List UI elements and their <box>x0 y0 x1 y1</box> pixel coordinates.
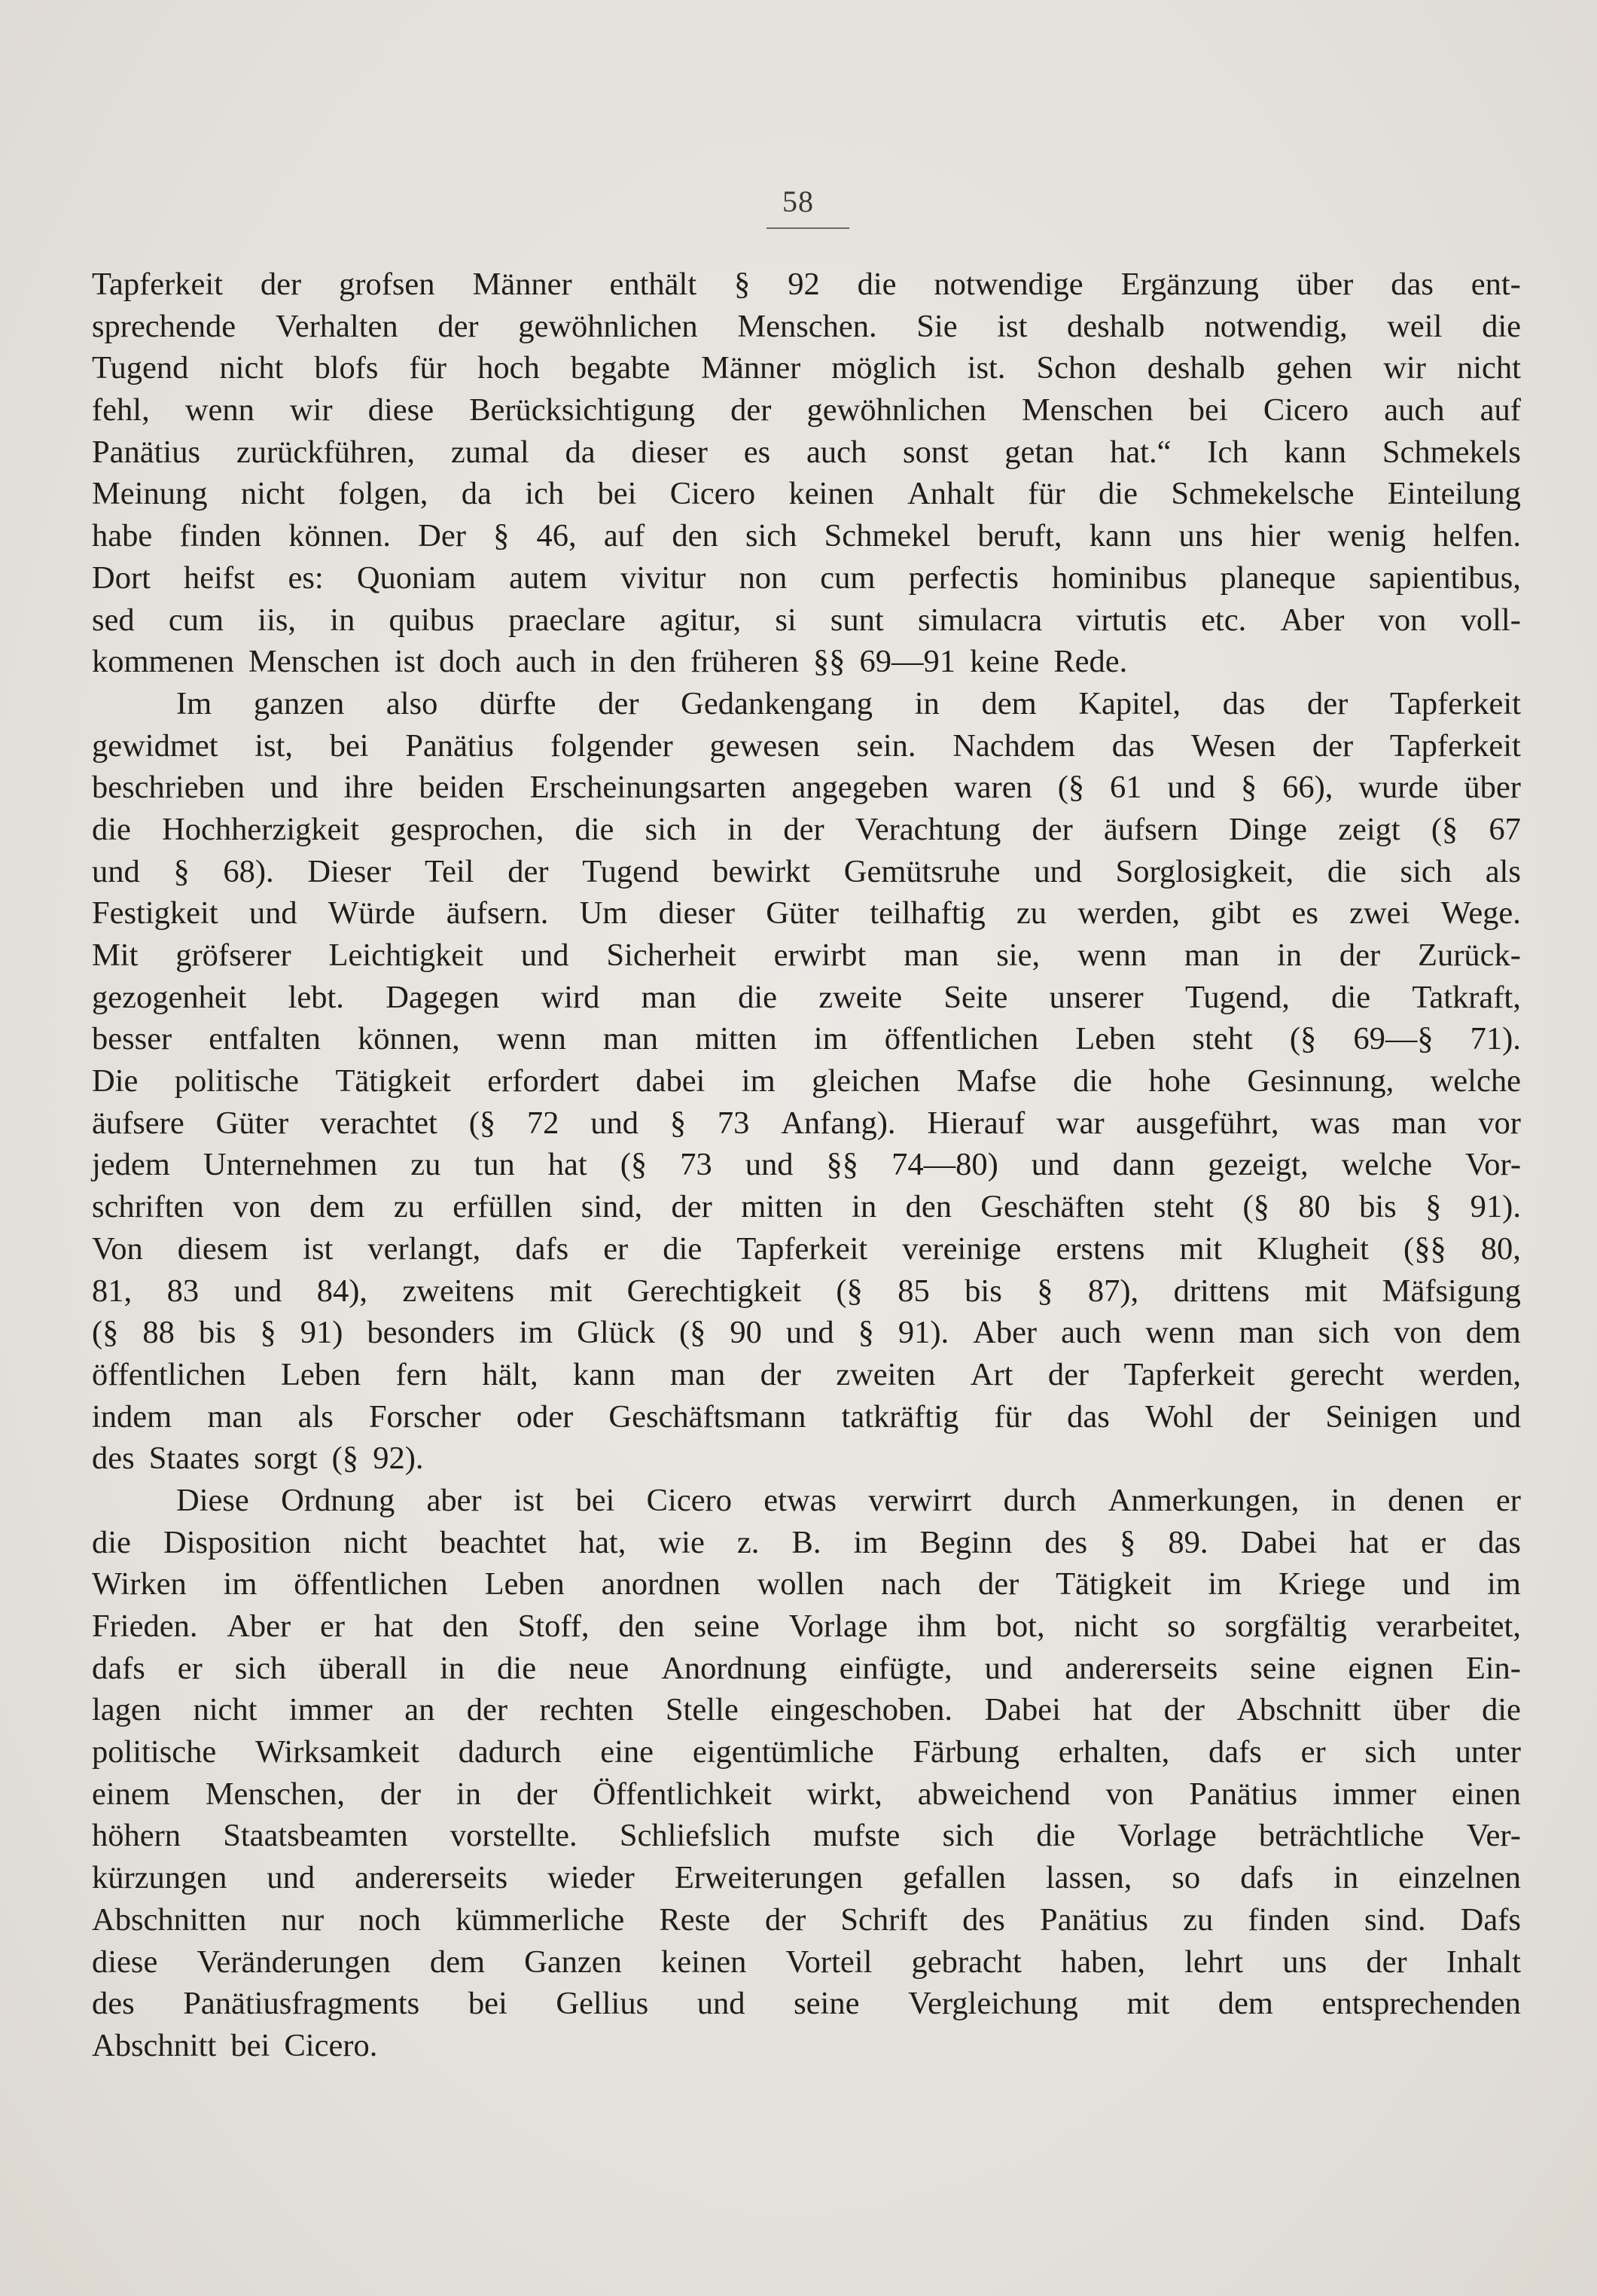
text-line: Dort heifst es: Quoniam autem vivitur non cum perfectis hominibus planeque sapientibus, <box>92 560 1521 596</box>
text-line: Frieden. Aber er hat den Stoff, den seine Vorlage ihm bot, nicht so sorgfältig verarbeitet, <box>92 1608 1521 1644</box>
text-line: des Staates sorgt (§ 92). <box>92 1441 424 1477</box>
text-line: beschrieben und ihre beiden Erscheinungsarten angegeben waren (§ 61 und § 66), wurde über <box>92 770 1521 806</box>
text-line: Abschnitten nur noch kümmerliche Reste der Schrift des Panätius zu finden sind. Dafs <box>92 1901 1521 1938</box>
text-line: Die politische Tätigkeit erfordert dabei im gleichen Mafse die hohe Gesinnung, welche <box>92 1063 1521 1099</box>
text-line: des Panätiusfragments bei Gellius und seine Vergleichung mit dem entsprechenden <box>92 1986 1521 2022</box>
text-line: kommenen Menschen ist doch auch in den früheren §§ 69—91 keine Rede. <box>92 644 1128 680</box>
text-line: Diese Ordnung aber ist bei Cicero etwas verwirrt durch Anmerkungen, in denen er <box>176 1482 1521 1518</box>
text-line: schriften von dem zu erfüllen sind, der mitten in den Geschäften steht (§ 80 bis § 91). <box>92 1189 1521 1225</box>
text-line: lagen nicht immer an der rechten Stelle eingeschoben. Dabei hat der Abschnitt über die <box>92 1692 1521 1728</box>
text-line: fehl, wenn wir diese Berücksichtigung der gewöhnlichen Menschen bei Cicero auch auf <box>92 392 1521 428</box>
text-line: Festigkeit und Würde äufsern. Um dieser Güter teilhaftig zu werden, gibt es zwei Wege. <box>92 895 1521 932</box>
text-line: Tugend nicht blofs für hoch begabte Männer möglich ist. Schon deshalb gehen wir nicht <box>92 350 1521 386</box>
text-line: besser entfalten können, wenn man mitten im öffentlichen Leben steht (§ 69—§ 71). <box>92 1021 1521 1057</box>
text-line: die Hochherzigkeit gesprochen, die sich in der Verachtung der äufsern Dinge zeigt (§ 67 <box>92 811 1521 847</box>
text-line: Wirken im öffentlichen Leben anordnen wollen nach der Tätigkeit im Kriege und im <box>92 1566 1521 1602</box>
text-line: jedem Unternehmen zu tun hat (§ 73 und §§ 74—80) und dann gezeigt, welche Vor- <box>92 1147 1521 1183</box>
text-line: einem Menschen, der in der Öffentlichkeit wirkt, abweichend von Panätius immer einen <box>92 1776 1521 1812</box>
text-line: 81, 83 und 84), zweitens mit Gerechtigkeit (§ 85 bis § 87), drittens mit Mäfsigung <box>92 1273 1521 1309</box>
text-line: gezogenheit lebt. Dagegen wird man die zweite Seite unserer Tugend, die Tatkraft, <box>92 979 1521 1015</box>
text-line: politische Wirksamkeit dadurch eine eigentümliche Färbung erhalten, dafs er sich unter <box>92 1734 1521 1770</box>
text-line: und § 68). Dieser Teil der Tugend bewirkt Gemütsruhe und Sorglosigkeit, die sich als <box>92 853 1521 889</box>
text-line: die Disposition nicht beachtet hat, wie z. B. im Beginn des § 89. Dabei hat er das <box>92 1524 1521 1560</box>
page-number: 58 <box>782 184 814 218</box>
text-line: dafs er sich überall in die neue Anordnung einfügte, und andererseits seine eignen Ein- <box>92 1650 1521 1686</box>
text-line: diese Veränderungen dem Ganzen keinen Vorteil gebracht haben, lehrt uns der Inhalt <box>92 1944 1521 1980</box>
page-number-rule <box>766 227 849 229</box>
text-line: Von diesem ist verlangt, dafs er die Tapferkeit vereinige erstens mit Klugheit (§§ 80, <box>92 1230 1521 1267</box>
text-line: Panätius zurückführen, zumal da dieser es auch sonst getan hat.“ Ich kann Schmekels <box>92 434 1521 470</box>
text-line: Mit gröfserer Leichtigkeit und Sicherheit erwirbt man sie, wenn man in der Zurück- <box>92 938 1521 973</box>
text-line: höhern Staatsbeamten vorstellte. Schliefslich mufste sich die Vorlage beträchtliche Ver- <box>92 1818 1521 1854</box>
body-text <box>92 264 1521 2067</box>
text-line: öffentlichen Leben fern hält, kann man der zweiten Art der Tapferkeit gerecht werden, <box>92 1356 1521 1392</box>
text-line: sed cum iis, in quibus praeclare agitur, si sunt simulacra virtutis etc. Aber von voll- <box>92 602 1521 638</box>
text-line: (§ 88 bis § 91) besonders im Glück (§ 90 und § 91). Aber auch wenn man sich von dem <box>92 1315 1521 1351</box>
text-line: sprechende Verhalten der gewöhnlichen Menschen. Sie ist deshalb notwendig, weil die <box>92 308 1521 344</box>
text-line: Meinung nicht folgen, da ich bei Cicero keinen Anhalt für die Schmekelsche Einteilung <box>92 476 1521 512</box>
text-line: gewidmet ist, bei Panätius folgender gewesen sein. Nachdem das Wesen der Tapferkeit <box>92 727 1521 764</box>
text-line: kürzungen und andererseits wieder Erweiterungen gefallen lassen, so dafs in einzelnen <box>92 1860 1521 1896</box>
text-line: äufsere Güter verachtet (§ 72 und § 73 Anfang). Hierauf war ausgeführt, was man vor <box>92 1105 1521 1141</box>
text-line: Abschnitt bei Cicero. <box>92 2027 378 2063</box>
text-line: Im ganzen also dürfte der Gedankengang in dem Kapitel, das der Tapferkeit <box>176 685 1521 721</box>
text-line: indem man als Forscher oder Geschäftsmann tatkräftig für das Wohl der Seinigen und <box>92 1398 1521 1435</box>
text-line: Tapferkeit der grofsen Männer enthält § 92 die notwendige Ergänzung über das ent- <box>92 267 1521 302</box>
text-line: habe finden können. Der § 46, auf den sich Schmekel beruft, kann uns hier wenig helfen. <box>92 518 1521 554</box>
